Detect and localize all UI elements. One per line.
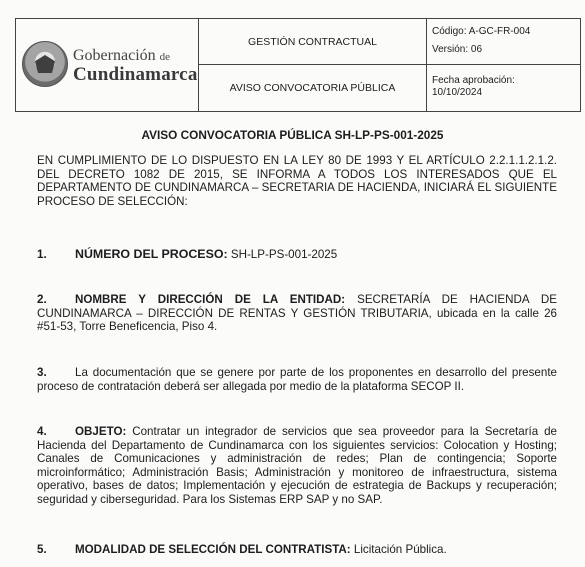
logo-text-gobernacion: Gobernación de	[73, 47, 171, 64]
section-1	[37, 248, 557, 262]
header-gestion: GESTIÓN CONTRACTUAL	[199, 19, 427, 65]
section-5-heading: MODALIDAD DE SELECCIÓN DEL CONTRATISTA:	[75, 543, 351, 556]
header-fecha-value: 10/10/2024	[432, 87, 483, 98]
header-fecha-label: Fecha aprobación:	[432, 75, 515, 86]
section-5	[37, 543, 557, 557]
section-4-heading: OBJETO:	[75, 425, 127, 438]
section-1-heading: NÚMERO DEL PROCESO:	[75, 247, 228, 261]
section-1-text: SH-LP-PS-001-2025	[230, 248, 338, 261]
section-3-number: 3.	[37, 366, 47, 379]
header-fecha	[427, 65, 580, 111]
section-5-number: 5.	[37, 543, 47, 556]
logo-text-cundinamarca: Cundinamarca	[73, 64, 198, 85]
section-1-number: 1.	[37, 248, 47, 261]
cundinamarca-seal-icon	[22, 41, 68, 87]
section-2-number: 2.	[37, 293, 47, 306]
section-2-heading: NOMBRE Y DIRECCIÓN DE LA ENTIDAD:	[75, 293, 346, 306]
header-aviso: AVISO CONVOCATORIA PÚBLICA	[199, 65, 427, 111]
section-3	[37, 366, 557, 393]
document-title: AVISO CONVOCATORIA PÚBLICA SH-LP-PS-001-2025	[141, 128, 444, 142]
document-header	[15, 18, 581, 112]
section-2-text: SECRETARÍA DE HACIENDA DE CUNDINAMARCA – DIRECCIÓN DE RENTAS Y GESTIÓN TRIBUTARIA, ubicada en la calle 26 #51-53, Torre Beneficencia, Piso 4.	[37, 293, 557, 333]
section-4-number: 4.	[37, 425, 47, 438]
section-4-text: Contratar un integrador de servicios que sea proveedor para la Secretaría de Hacienda del Departamento de Cundinamarca con los siguientes servicios: Colocation y Hosting; Canales de Comunicaciones y administración de redes; Plan de contingencia; Soporte microinformático; Administración Basis; Administración y monitoreo de infraestructura, sistema operativo, bases de datos; Implementación y ejecución de estrategia de Backups y recuperación; seguridad y ciberseguridad. Para los Sistemas ERP SAP y no SAP.	[37, 425, 557, 506]
header-codigo-version	[427, 19, 580, 65]
section-5-text: Licitación Pública.	[353, 543, 447, 556]
section-3-text: La documentación que se genere por parte de los proponentes en desarrollo del presente proceso de contratación deberá ser allegada por medio de la plataforma SECOP II.	[37, 366, 557, 393]
section-2	[37, 293, 557, 334]
logo-cell	[16, 19, 199, 111]
intro-paragraph: EN CUMPLIMIENTO DE LO DISPUESTO EN LA LEY 80 DE 1993 Y EL ARTÍCULO 2.2.1.1.2.1.2. DEL DECRETO 1082 DE 2015, SE INFORMA A TODOS LOS INTERESADOS QUE EL DEPARTAMENTO DE CUNDINAMARCA – SECRETARIA DE HACIENDA, INICIARÁ EL SIGUIENTE PROCESO DE SELECCIÓN:	[37, 154, 557, 208]
header-version: Versión: 06	[432, 44, 483, 55]
header-codigo: Código: A-GC-FR-004	[432, 26, 531, 37]
section-4	[37, 425, 557, 506]
